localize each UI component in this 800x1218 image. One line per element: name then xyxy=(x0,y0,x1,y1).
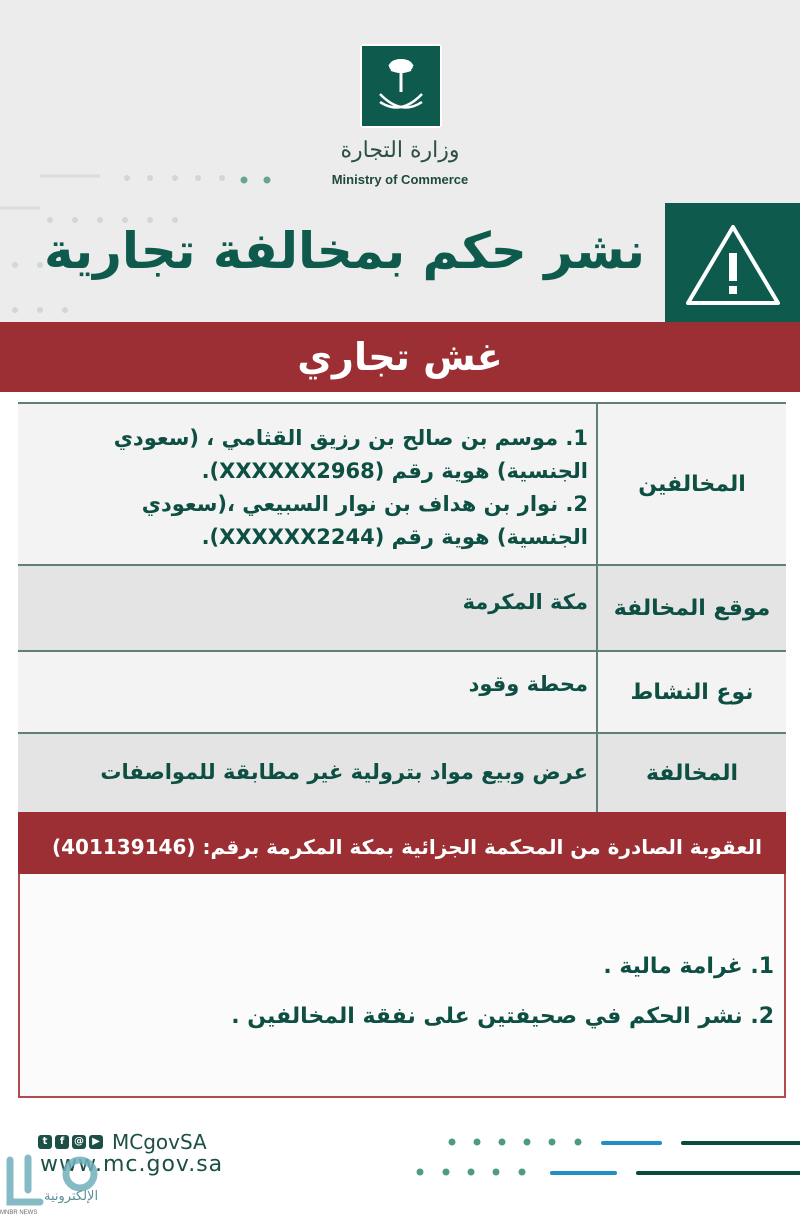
row-value: مكة المكرمة xyxy=(462,590,588,614)
row-label: المخالفين xyxy=(596,404,786,564)
table-row-violators xyxy=(18,404,786,566)
website-link[interactable]: www.mc.gov.sa xyxy=(40,1152,224,1177)
value-line: 1. موسم بن صالح بن رزيق القثامي ، (سعودي xyxy=(113,426,588,450)
ministry-logo xyxy=(360,44,442,128)
value-line: الجنسية) هوية رقم (XXXXXX2244). xyxy=(201,525,588,549)
ministry-name-en: Ministry of Commerce xyxy=(331,172,469,187)
penalty-box xyxy=(18,874,786,1098)
value-line: 2. نوار بن هداف بن نوار السبيعي ،(سعودي xyxy=(141,492,588,516)
warning-triangle-icon xyxy=(683,221,783,309)
table-row-activity xyxy=(18,652,786,734)
penalty-item: 1. غرامة مالية . xyxy=(603,954,774,979)
row-value xyxy=(18,404,596,564)
penalty-heading xyxy=(18,812,786,874)
penalty-list xyxy=(231,942,774,1042)
facebook-icon[interactable]: f xyxy=(55,1135,69,1149)
social-handle[interactable]: MCgovSA xyxy=(112,1130,207,1154)
twitter-icon[interactable]: t xyxy=(38,1135,52,1149)
category-title: غش تجاري xyxy=(297,335,503,379)
penalty-item: 2. نشر الحكم في صحيفتين على نفقة المخالفين . xyxy=(231,1004,774,1029)
watermark-small-text: MNBR NEWS xyxy=(0,1210,38,1216)
row-value: محطة وقود xyxy=(468,672,588,696)
youtube-icon[interactable]: ▶ xyxy=(89,1135,103,1149)
value-line: الجنسية) هوية رقم (XXXXXX2968). xyxy=(201,459,588,483)
header-area xyxy=(0,0,800,322)
row-label: المخالفة xyxy=(596,734,786,812)
table-row-location xyxy=(18,566,786,652)
table-row-violation xyxy=(18,734,786,814)
instagram-icon[interactable]: @ xyxy=(74,1136,84,1147)
row-value: عرض وبيع مواد بترولية غير مطابقة للمواصفات xyxy=(100,760,588,784)
palm-swords-icon xyxy=(360,44,442,128)
ministry-name-ar: وزارة التجارة xyxy=(340,138,460,163)
category-banner xyxy=(0,322,800,392)
footer-decoration xyxy=(400,1125,800,1185)
warning-box xyxy=(665,203,800,323)
watermark-text: الإلكترونية xyxy=(44,1189,99,1204)
watermark-logo xyxy=(0,1150,140,1218)
details-table xyxy=(18,402,786,814)
page-title: نشر حكم بمخالفة تجارية xyxy=(44,222,645,280)
row-label: نوع النشاط xyxy=(596,652,786,732)
penalty-heading-text: العقوبة الصادرة من المحكمة الجزائية بمكة المكرمة برقم: (401139146) xyxy=(51,835,762,859)
row-label: موقع المخالفة xyxy=(596,566,786,650)
